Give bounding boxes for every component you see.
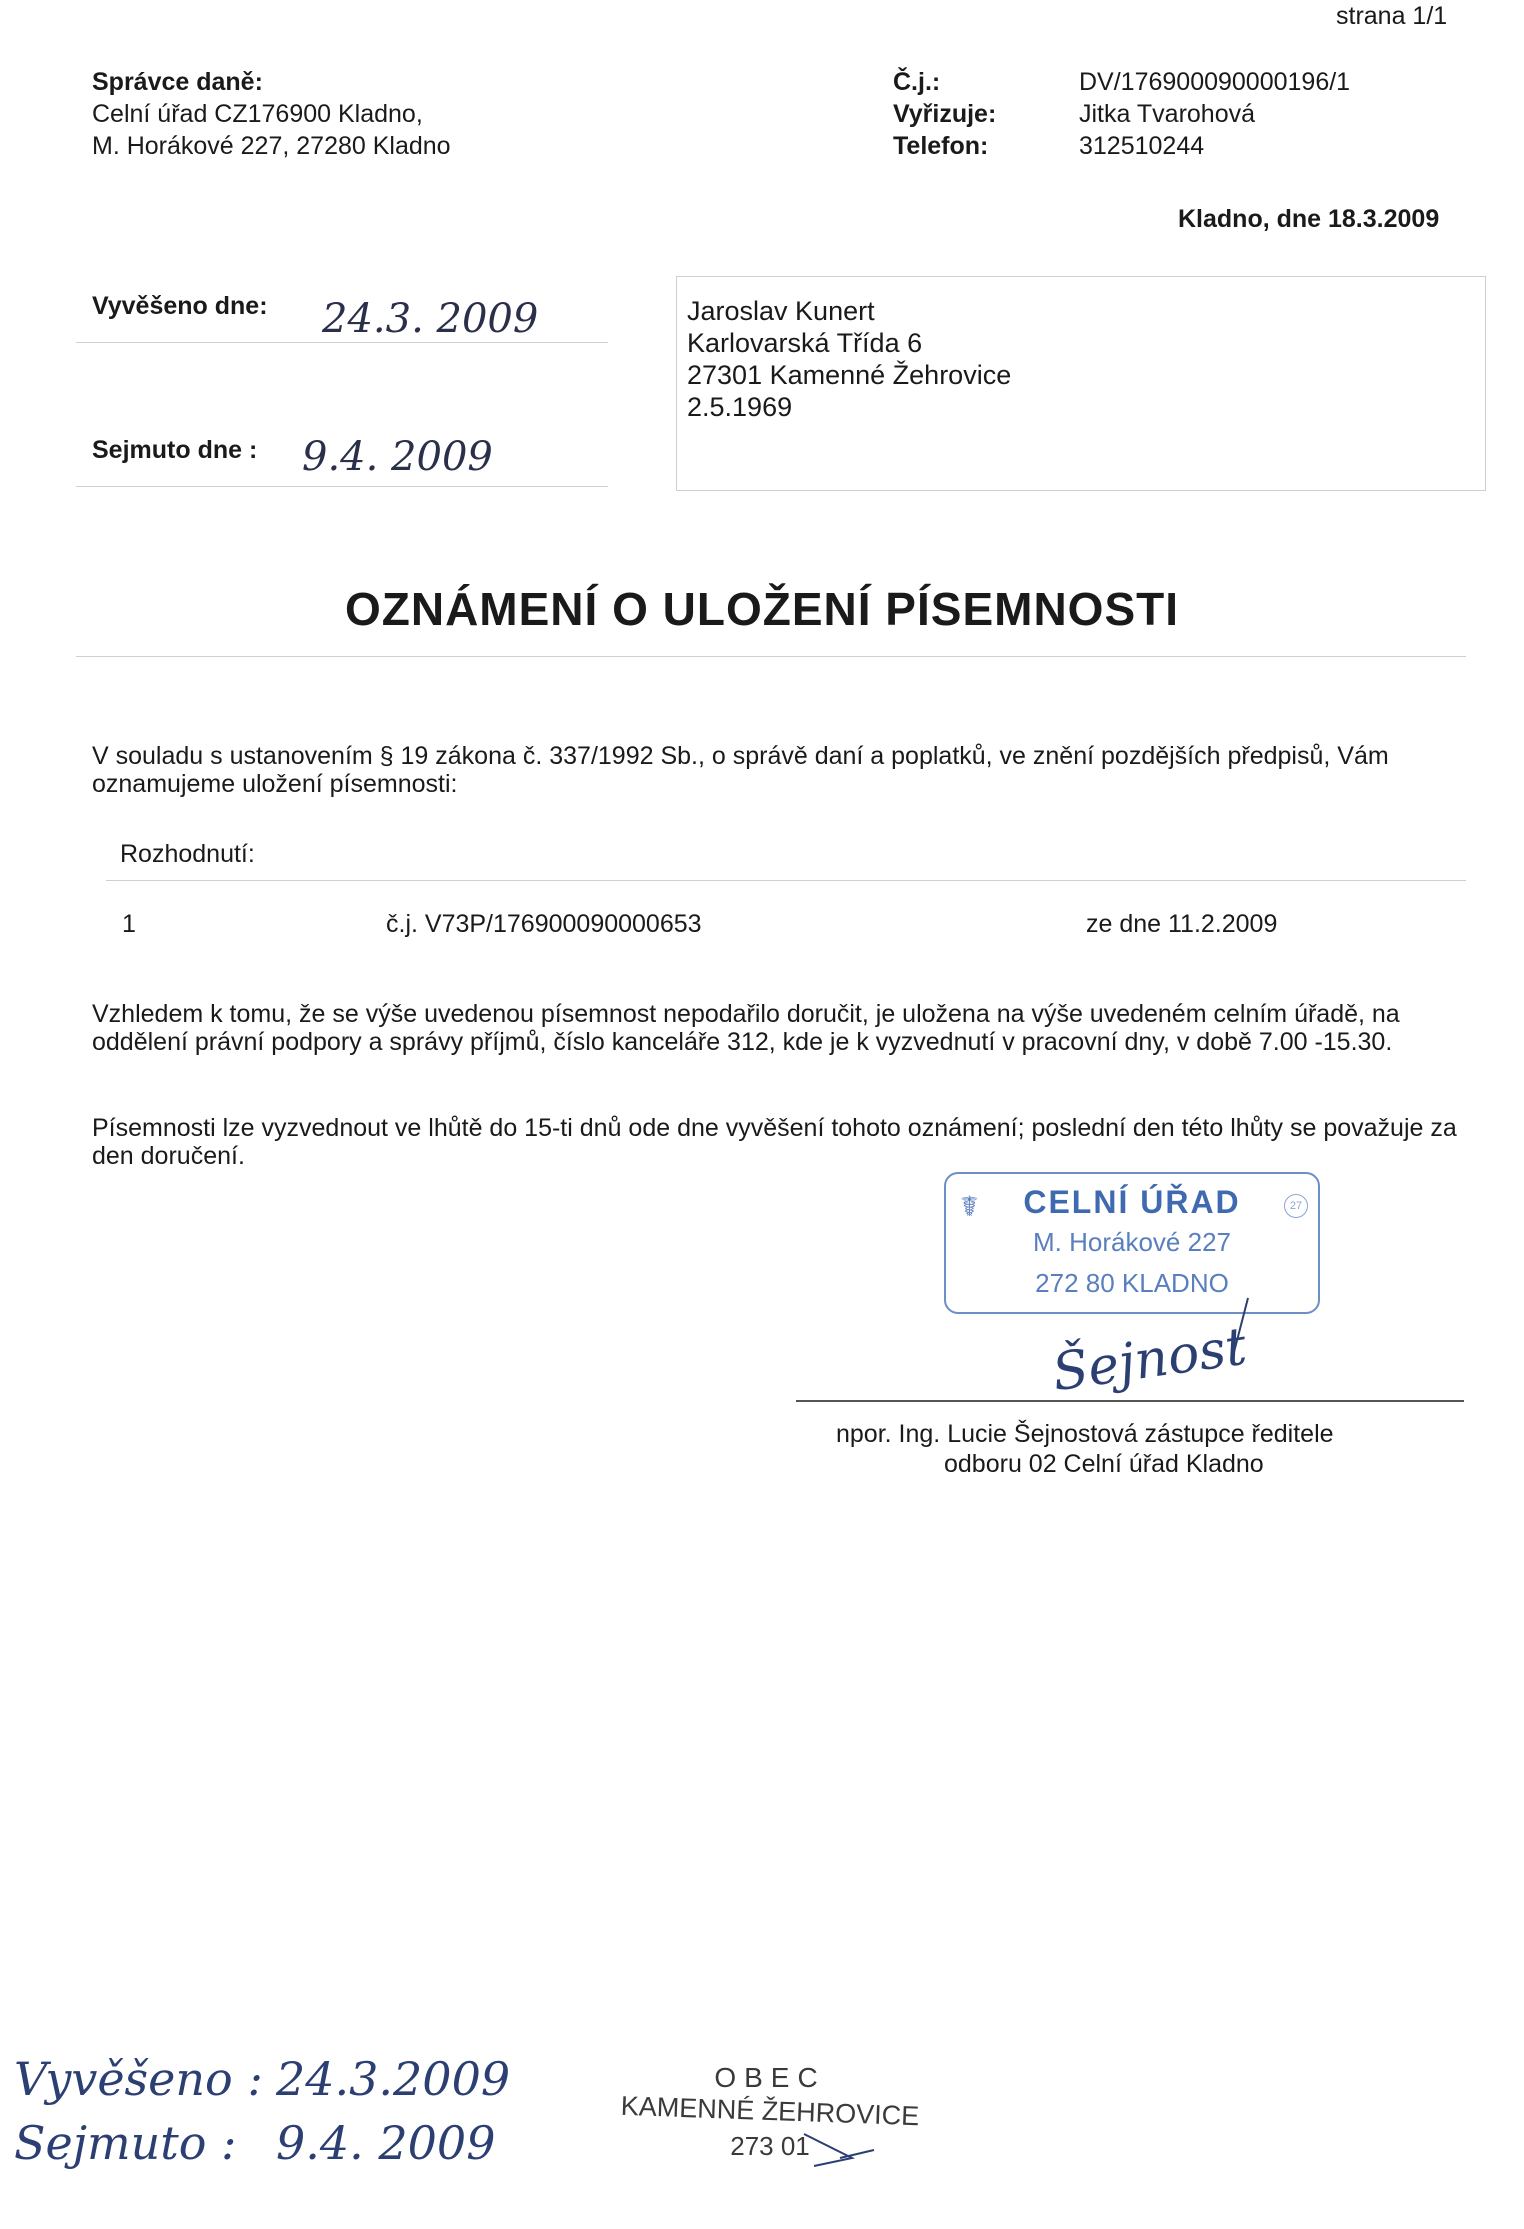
signer-line1: npor. Ing. Lucie Šejnostová zástupce ředitele [836, 1420, 1334, 1448]
administrator-line1: Celní úřad CZ176900 Kladno, [92, 100, 423, 128]
handler-label: Vyřizuje: [893, 100, 997, 128]
recipient-street: Karlovarská Třída 6 [687, 328, 923, 358]
signature-stroke-icon [1226, 1296, 1256, 1356]
intro-paragraph: V souladu s ustanovením § 19 zákona č. 337/1992 Sb., o správě daní a poplatků, ve znění pozdějších předpisů, Vám oznamujeme uložení písemnosti: [92, 742, 1389, 798]
municipality-stamp-line3: 273 01 [730, 2131, 810, 2161]
signer-line2: odboru 02 Celní úřad Kladno [944, 1450, 1264, 1478]
decision-reference: č.j. V73P/176900090000653 [386, 910, 702, 938]
date-line: Kladno, dne 18.3.2009 [1178, 205, 1440, 233]
customs-office-stamp [944, 1172, 1320, 1314]
recipient-city: 27301 Kamenné Žehrovice [687, 360, 1012, 390]
decision-number: 1 [122, 910, 136, 938]
posted-divider [76, 342, 608, 343]
document-title: OZNÁMENÍ O ULOŽENÍ PÍSEMNOSTI [344, 583, 1180, 635]
stamp-line1: CELNÍ ÚŘAD [1023, 1184, 1241, 1220]
recipient-birthdate: 2.5.1969 [687, 392, 793, 422]
footer-posted-label: Vyvěšeno : [14, 2052, 263, 2106]
phone-value: 312510244 [1079, 132, 1205, 160]
posted-label: Vyvěšeno dne: [92, 292, 268, 320]
removed-label: Sejmuto dne : [92, 436, 258, 464]
footer-removed-label: Sejmuto : [14, 2116, 237, 2170]
handwritten-signature: Šejnost [1048, 1316, 1251, 1404]
recipient-address-box [676, 276, 1486, 491]
stamp-scribble-icon [800, 2128, 880, 2172]
caduceus-icon: ☤ [960, 1191, 979, 1222]
footer-removed-date: 9.4. 2009 [276, 2116, 496, 2170]
stamp-line3: 272 80 KLADNO [1035, 1268, 1229, 1298]
removed-handwritten-date: 9.4. 2009 [302, 434, 493, 480]
signature-line [796, 1400, 1464, 1402]
municipality-stamp-line2: KAMENNÉ ŽEHROVICE [620, 2090, 920, 2132]
decision-date: ze dne 11.2.2009 [1086, 910, 1278, 938]
decision-label: Rozhodnutí: [120, 840, 255, 868]
handler-value: Jitka Tvarohová [1079, 100, 1256, 128]
stamp-number-circle: 27 [1284, 1194, 1308, 1218]
reference-value: DV/176900090000196/1 [1079, 68, 1351, 96]
stamp-line2: M. Horákové 227 [1033, 1227, 1231, 1257]
recipient-name: Jaroslav Kunert [687, 296, 875, 326]
removed-divider [76, 486, 608, 487]
title-divider [76, 656, 1466, 657]
pickup-paragraph: Vzhledem k tomu, že se výše uvedenou písemnost nepodařilo doručit, je uložena na výše uvedeném celním úřadě, na oddělení právní podpory a správy příjmů, číslo kanceláře 312, kde je k vyzvednutí v pracovní dny, v době 7.00 -15.30. [92, 1000, 1400, 1056]
administrator-title: Správce daně: [92, 68, 263, 96]
municipality-stamp-line1: OBEC [714, 2062, 826, 2093]
page-label: strana 1/1 [1336, 2, 1448, 30]
footer-posted-date: 24.3.2009 [276, 2052, 511, 2106]
posted-handwritten-date: 24.3. 2009 [322, 296, 539, 342]
phone-label: Telefon: [893, 132, 989, 160]
decision-divider [106, 880, 1466, 881]
reference-label: Č.j.: [893, 68, 941, 96]
deadline-paragraph: Písemnosti lze vyzvednout ve lhůtě do 15-ti dnů ode dne vyvěšení tohoto oznámení; poslední den této lhůty se považuje za den doručení. [92, 1114, 1457, 1170]
administrator-line2: M. Horákové 227, 27280 Kladno [92, 132, 451, 160]
